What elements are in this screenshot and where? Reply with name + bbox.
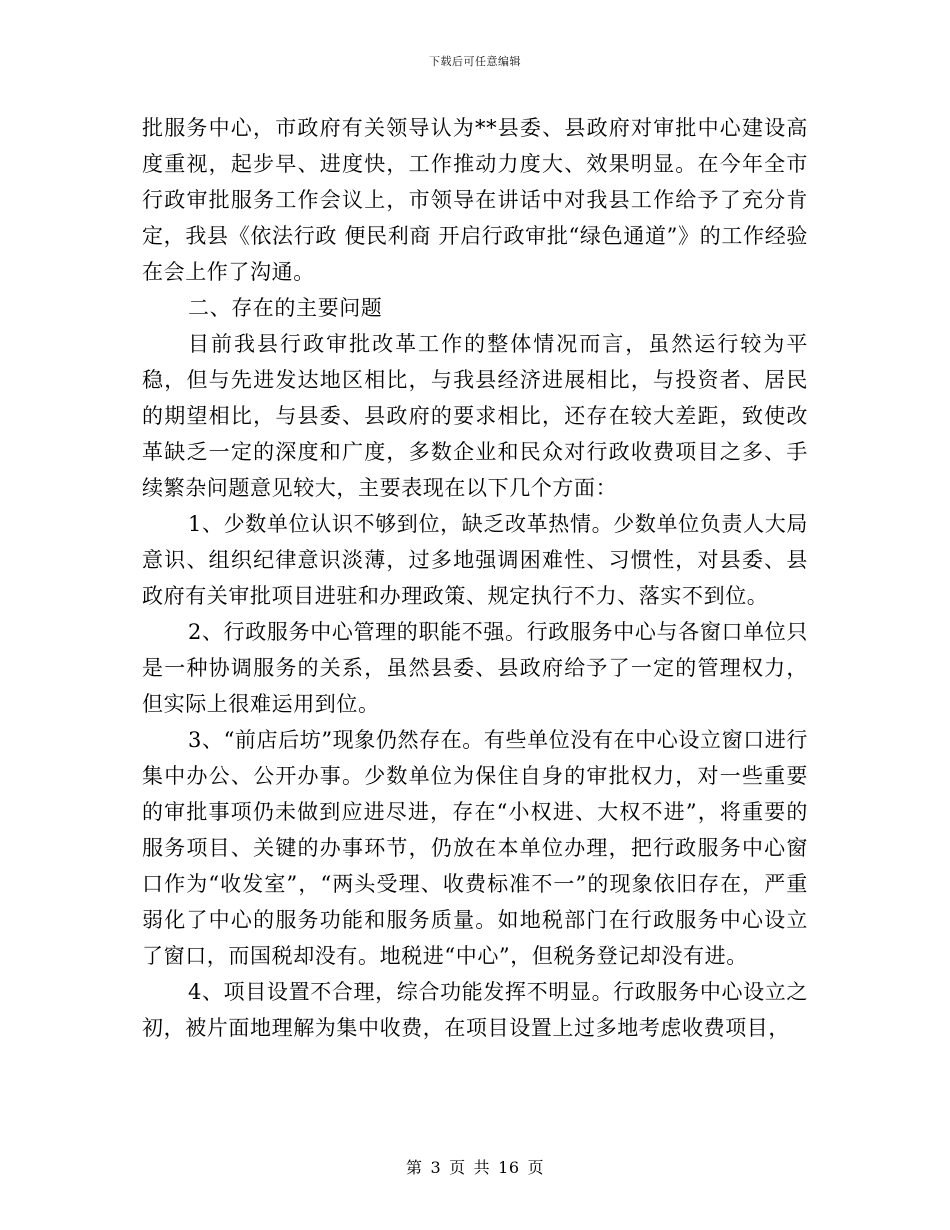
page-number: 3 [430, 1158, 442, 1177]
paragraph: 目前我县行政审批改革工作的整体情况而言，虽然运行较为平稳，但与先进发达地区相比，与我县经济进展相比，与投资者、居民的期望相比，与县委、县政府的要求相比，还存在较大差距，致使改革缺乏一定的深度和广度，多数企业和民众对行政收费项目之多、手续繁杂问题意见较大，主要表现在以下几个方面： [142, 332, 808, 500]
list-item-4: 4、项目设置不合理，综合功能发挥不明显。行政服务中心设立之初，被片面地理解为集中收费，在项目设置上过多地考虑收费项目， [142, 980, 808, 1040]
paragraph-continued: 批服务中心，市政府有关领导认为**县委、县政府对审批中心建设高度重视，起步早、进度快，工作推动力度大、效果明显。在今年全市行政审批服务工作会议上，市领导在讲话中对我县工作给予了充分肯定，我县《依法行政 便民利商 开启行政审批“绿色通道”》的工作经验在会上作了沟通。 [142, 116, 808, 284]
page-header: 下载后可任意编辑 [429, 55, 521, 68]
footer-suffix: 页 [527, 1158, 545, 1177]
footer-total-label: 共 [473, 1158, 491, 1177]
total-pages: 16 [498, 1158, 520, 1177]
footer-mid: 页 [449, 1158, 466, 1177]
footer-prefix: 第 [405, 1158, 423, 1177]
document-body [142, 110, 808, 1046]
list-item-3: 3、“前店后坊”现象仍然存在。有些单位没有在中心设立窗口进行集中办公、公开办事。少数单位为保住自身的审批权力，对一些重要的审批事项仍未做到应进尽进，存在“小权进、大权不进”，将重要的服务项目、关键的办事环节，仍放在本单位办理，把行政服务中心窗口作为“收发室”，“两头受理、收费标准不一”的现象依旧存在，严重弱化了中心的服务功能和服务质量。如地税部门在行政服务中心设立了窗口，而国税却没有。地税进“中心”，但税务登记却没有进。 [142, 728, 808, 968]
list-item-1: 1、少数单位认识不够到位，缺乏改革热情。少数单位负责人大局意识、组织纪律意识淡薄，过多地强调困难性、习惯性，对县委、县政府有关审批项目进驻和办理政策、规定执行不力、落实不到位。 [142, 512, 808, 608]
page-footer [0, 1155, 950, 1178]
list-item-2: 2、行政服务中心管理的职能不强。行政服务中心与各窗口单位只是一种协调服务的关系，虽然县委、县政府给予了一定的管理权力，但实际上很难运用到位。 [142, 620, 808, 716]
section-heading: 二、存在的主要问题 [188, 296, 383, 320]
